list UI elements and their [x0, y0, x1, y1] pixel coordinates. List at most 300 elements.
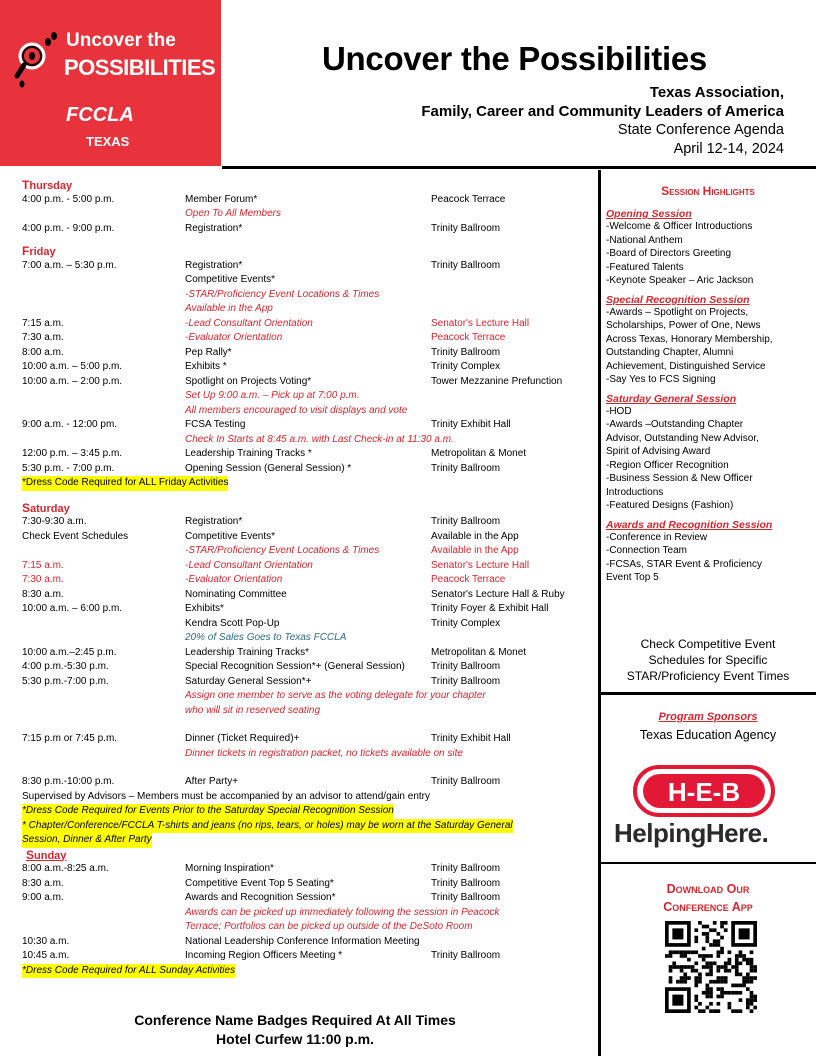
highlights-sections	[606, 208, 810, 585]
row-location: Peacock Terrace	[431, 574, 506, 585]
qr-module	[709, 1009, 713, 1013]
qr-module	[683, 954, 687, 958]
qr-module	[680, 969, 684, 973]
schedule-row	[22, 193, 597, 208]
qr-module	[691, 950, 695, 954]
header-line3: State Conference Agenda	[617, 122, 784, 138]
day-heading-saturday: Saturday	[22, 500, 70, 515]
highlight-line: Spirit of Advising Award	[606, 446, 711, 457]
qr-module	[717, 943, 721, 947]
qr-module	[669, 950, 673, 954]
qr-module	[713, 921, 717, 925]
row-location: Trinity Ballroom	[431, 776, 501, 787]
qr-module	[683, 965, 687, 969]
qr-module	[739, 954, 743, 958]
qr-module	[739, 928, 750, 939]
qr-module	[694, 939, 698, 943]
highlight-line: Introductions	[606, 486, 664, 498]
right-divider-2	[601, 862, 816, 864]
qr-module	[709, 965, 713, 969]
qr-module	[713, 961, 717, 965]
check-line-3: STAR/Proficiency Event Times	[626, 669, 790, 683]
highlight-section	[606, 519, 810, 585]
qr-module	[709, 928, 713, 932]
qr-module	[694, 950, 698, 954]
qr-module	[720, 925, 724, 929]
row-event: Dinner (Ticket Required)+	[185, 733, 300, 744]
schedule-row	[22, 288, 597, 303]
qr-module	[724, 928, 728, 932]
qr-module	[728, 991, 732, 995]
qr-module	[750, 950, 754, 954]
schedule-row	[22, 602, 597, 617]
qr-module	[735, 965, 739, 969]
qr-module	[705, 987, 709, 991]
highlight-line: -Business Session & New Officer	[606, 473, 753, 484]
qr-module	[702, 1009, 706, 1013]
qr-module	[720, 965, 724, 969]
qr-module	[702, 947, 706, 951]
row-time: 10:30 a.m.	[22, 935, 70, 947]
row-event: Registration*	[185, 259, 243, 271]
qr-module	[717, 950, 721, 954]
qr-module	[750, 995, 754, 999]
qr-module	[672, 995, 683, 1006]
highlight-line: -Awards – Spotlight on Projects,	[606, 306, 749, 318]
qr-module	[705, 961, 709, 965]
schedule-row	[22, 689, 597, 704]
qr-module	[728, 958, 732, 962]
qr-module	[720, 995, 724, 999]
day-heading-thursday: Thursday	[22, 178, 73, 192]
schedule-row	[22, 891, 597, 906]
schedule-row	[22, 222, 597, 237]
highlight-heading: Awards and Recognition Session	[606, 518, 773, 531]
schedule-row	[22, 631, 597, 646]
row-event: Kendra Scott Pop-Up	[185, 617, 280, 629]
logo-org: FCCLA	[66, 104, 134, 126]
row-location: Trinity Ballroom	[431, 877, 501, 889]
qr-module	[720, 980, 724, 984]
schedule-row	[22, 675, 597, 690]
supervised-note: Supervised by Advisors – Members must be accompanied by an advisor to attend/gain entry	[22, 790, 430, 802]
highlight-line: Outstanding Chapter, Alumni	[606, 347, 734, 358]
row-location: Peacock Terrace	[431, 332, 506, 343]
row-time: 7:30 a.m.	[22, 332, 64, 343]
day-heading-friday: Friday	[22, 244, 56, 258]
qr-module	[672, 965, 676, 969]
qr-module	[735, 954, 739, 958]
row-time: 10:00 a.m. – 5:00 p.m.	[22, 361, 123, 372]
qr-module	[724, 961, 728, 965]
schedule-row	[22, 433, 597, 448]
row-time: 10:00 a.m. – 6:00 p.m.	[22, 603, 123, 614]
schedule-row	[22, 935, 597, 950]
row-location: Trinity Ballroom	[431, 462, 501, 474]
qr-module	[720, 950, 724, 954]
row-event: -Lead Consultant Orientation	[185, 317, 313, 329]
schedule-row	[22, 302, 597, 317]
qr-module	[687, 958, 691, 962]
row-event: Spotlight on Projects Voting*	[185, 375, 312, 387]
qr-module	[746, 980, 750, 984]
qr-module	[709, 995, 713, 999]
qr-module	[739, 973, 743, 977]
highlight-line: -Say Yes to FCS Signing	[606, 374, 716, 385]
qr-module	[672, 928, 683, 939]
row-event: Leadership Training Tracks *	[185, 448, 312, 459]
row-note: Check In Starts at 8:45 a.m. with Last Check-in at 11:30 a.m.	[185, 433, 454, 445]
row-location: Tower Mezzanine Prefunction	[431, 375, 563, 387]
schedule-row	[22, 530, 597, 545]
qr-module	[739, 991, 743, 995]
row-time: 5:30 p.m.-7:00 p.m.	[22, 675, 109, 687]
qr-module	[720, 936, 724, 940]
qr-module	[717, 1002, 721, 1006]
row-note: Terrace; Portfolios can be picked up outside of the DeSoto Room	[185, 921, 473, 932]
schedule-row	[22, 862, 597, 877]
qr-module	[683, 950, 687, 954]
qr-module	[672, 950, 676, 954]
qr-module	[746, 958, 750, 962]
qr-module	[680, 965, 684, 969]
row-location: Trinity Ballroom	[431, 346, 501, 358]
highlight-heading: Special Recognition Session	[606, 293, 750, 306]
saturday-rows-party	[22, 775, 597, 790]
qr-module	[753, 976, 757, 980]
qr-module	[672, 961, 676, 965]
row-time: 8:30 a.m.	[22, 877, 64, 889]
qr-module	[731, 965, 735, 969]
schedule-row	[22, 732, 597, 747]
friday-dress-code: *Dress Code Required for ALL Friday Activities	[22, 476, 228, 491]
schedule-row	[22, 360, 597, 375]
qr-module	[709, 954, 713, 958]
highlight-line: Advisor, Outstanding New Advisor,	[606, 432, 759, 444]
row-event: National Leadership Conference Information Meeting	[185, 935, 420, 947]
highlights-title: Session Highlights	[661, 184, 755, 198]
qr-module	[705, 991, 709, 995]
saturday-dress-code-3: Session, Dinner & After Party	[22, 833, 152, 848]
qr-module	[705, 984, 709, 988]
qr-module	[687, 965, 691, 969]
qr-module	[680, 980, 684, 984]
qr-module	[709, 943, 713, 947]
row-time: 4:00 p.m. - 5:00 p.m.	[22, 193, 115, 205]
qr-module	[694, 961, 698, 965]
row-note: Available in the App	[185, 303, 273, 314]
qr-module	[702, 925, 706, 929]
row-note: Awards can be picked up immediately following the session in Peacock	[185, 906, 500, 918]
download-app-title	[610, 880, 806, 916]
row-location: Trinity Complex	[431, 617, 501, 629]
qr-module	[753, 965, 757, 969]
qr-module	[713, 943, 717, 947]
row-event: -Lead Consultant Orientation	[185, 559, 313, 571]
row-note: Open To All Members	[185, 208, 281, 219]
row-event: -STAR/Proficiency Event Locations & Times	[185, 545, 380, 556]
qr-module	[739, 950, 743, 954]
check-line-2: Schedules for Specific	[648, 653, 768, 667]
qr-module	[753, 969, 757, 973]
row-time: 7:00 a.m. – 5:30 p.m.	[22, 259, 117, 271]
qr-module	[728, 969, 732, 973]
qr-module	[717, 932, 721, 936]
row-note: Set Up 9:00 a.m. – Pick up at 7:00 p.m.	[185, 390, 360, 401]
qr-module	[683, 973, 687, 977]
download-line-1: Download Our	[666, 882, 750, 896]
qr-module	[705, 954, 709, 958]
header-date: April 12-14, 2024	[673, 141, 784, 157]
schedule-row	[22, 515, 597, 530]
qr-module	[717, 995, 721, 999]
row-time: 10:00 a.m.–2:45 p.m.	[22, 646, 117, 658]
row-event: Awards and Recognition Session*	[185, 892, 336, 903]
schedule-row	[22, 544, 597, 559]
schedule-row	[22, 259, 597, 274]
highlight-section	[606, 208, 810, 288]
header-divider	[222, 166, 816, 169]
row-event: Competitive Event Top 5 Seating*	[185, 877, 334, 889]
qr-module	[717, 987, 721, 991]
qr-module	[717, 965, 721, 969]
highlight-line: -Keynote Speaker – Aric Jackson	[606, 275, 754, 286]
schedule-row	[22, 660, 597, 675]
qr-module	[694, 976, 698, 980]
row-time: 8:30 a.m.	[22, 588, 64, 600]
qr-module	[750, 958, 754, 962]
qr-module	[687, 950, 691, 954]
row-note: -STAR/Proficiency Event Locations & Times	[185, 288, 380, 300]
qr-module	[698, 921, 702, 925]
qr-module	[669, 965, 673, 969]
qr-module	[694, 980, 698, 984]
schedule-row	[22, 207, 597, 222]
qr-module	[683, 980, 687, 984]
row-location: Trinity Ballroom	[431, 863, 501, 874]
qr-module	[694, 1006, 698, 1010]
sponsors-title: Program Sponsors	[658, 711, 758, 723]
page-title: Uncover the Possibilities	[322, 40, 707, 77]
qr-module	[680, 954, 684, 958]
right-divider-1	[601, 692, 816, 695]
qr-module	[694, 995, 698, 999]
row-location: Senator's Lecture Hall	[431, 317, 530, 329]
highlight-section	[606, 393, 810, 513]
qr-module	[735, 991, 739, 995]
qr-module	[724, 991, 728, 995]
sunday-rows	[22, 862, 597, 964]
qr-module	[676, 965, 680, 969]
qr-module	[746, 1006, 750, 1010]
schedule-row	[22, 447, 597, 462]
row-time: 10:00 a.m. – 2:00 p.m.	[22, 375, 123, 387]
qr-module	[709, 969, 713, 973]
row-time: 7:30 a.m.	[22, 574, 64, 585]
qr-module	[750, 1009, 754, 1013]
row-time: 4:00 p.m.-5:30 p.m.	[22, 661, 109, 672]
highlight-heading: Opening Session	[606, 208, 692, 220]
qr-module	[705, 932, 709, 936]
qr-module	[742, 976, 746, 980]
highlight-section	[606, 294, 810, 387]
qr-module	[731, 1009, 735, 1013]
row-event: Competitive Events*	[185, 274, 276, 285]
row-time: 7:15 p.m or 7:45 p.m.	[22, 733, 118, 744]
schedule-row	[22, 877, 597, 892]
magnifier-footprints-icon	[14, 30, 62, 90]
qr-module	[750, 965, 754, 969]
schedule-row	[22, 389, 597, 404]
highlight-line: -Board of Directors Greeting	[606, 248, 732, 259]
qr-module	[665, 954, 669, 958]
qr-module	[694, 969, 698, 973]
qr-module	[698, 1002, 702, 1006]
qr-module	[705, 1006, 709, 1010]
highlight-line: -Featured Designs (Fashion)	[606, 500, 734, 511]
row-location: Metropolitan & Monet	[431, 448, 527, 459]
row-event: Exhibits *	[185, 361, 227, 372]
qr-module	[742, 958, 746, 962]
qr-module	[746, 998, 750, 1002]
row-time: Check Event Schedules	[22, 530, 129, 542]
qr-module	[709, 961, 713, 965]
row-location: Trinity Ballroom	[431, 892, 501, 903]
qr-module	[746, 976, 750, 980]
qr-module	[753, 998, 757, 1002]
logo-state: TEXAS	[86, 134, 130, 149]
qr-module	[728, 950, 732, 954]
qr-module	[746, 973, 750, 977]
qr-module	[702, 954, 706, 958]
row-time: 12:00 p.m. – 3:45 p.m.	[22, 448, 123, 459]
qr-module	[724, 921, 728, 925]
qr-module	[680, 950, 684, 954]
row-time: 8:00 a.m.-8:25 a.m.	[22, 863, 109, 874]
check-line-1: Check Competitive Event	[640, 637, 776, 651]
row-time: 8:00 a.m.	[22, 346, 64, 358]
schedule-row	[22, 704, 597, 719]
row-location: Senator's Lecture Hall	[431, 559, 530, 571]
saturday-rows-dinner	[22, 732, 597, 761]
row-time: 10:45 a.m.	[22, 950, 70, 961]
row-time: 5:30 p.m. - 7:00 p.m.	[22, 462, 115, 474]
row-event: Exhibits*	[185, 603, 224, 614]
saturday-rows	[22, 515, 597, 718]
qr-module	[717, 954, 721, 958]
qr-module	[713, 939, 717, 943]
qr-module	[694, 936, 698, 940]
qr-module	[724, 965, 728, 969]
schedule-row	[22, 775, 597, 790]
qr-module	[669, 954, 673, 958]
schedule-row	[22, 375, 597, 390]
qr-module	[746, 987, 750, 991]
qr-module	[709, 991, 713, 995]
highlight-line: -Conference in Review	[606, 531, 708, 543]
row-event: Nominating Committee	[185, 588, 287, 600]
qr-module	[750, 998, 754, 1002]
highlight-heading: Saturday General Session	[606, 392, 737, 405]
row-event: Saturday General Session*+	[185, 675, 312, 687]
highlight-line: Event Top 5	[606, 572, 659, 583]
qr-module	[728, 1002, 732, 1006]
qr-module	[750, 991, 754, 995]
row-location: Trinity Ballroom	[431, 675, 501, 687]
qr-module	[709, 1002, 713, 1006]
schedule-row	[22, 747, 597, 762]
highlight-line: -Welcome & Officer Introductions	[606, 221, 753, 232]
heb-tagline: HelpingHere.	[614, 818, 769, 848]
highlight-line: -HOD	[606, 405, 632, 417]
qr-module	[691, 969, 695, 973]
row-location: Trinity Exhibit Hall	[431, 419, 511, 430]
qr-module	[750, 1002, 754, 1006]
highlight-line: -Connection Team	[606, 545, 687, 556]
row-location: Trinity Ballroom	[431, 516, 501, 527]
row-event: Morning Inspiration*	[185, 863, 274, 874]
saturday-dress-code-2: * Chapter/Conference/FCCLA T-shirts and jeans (no rips, tears, or holes) may be worn at the Saturday General	[22, 819, 513, 834]
qr-module	[698, 976, 702, 980]
row-time: 9:00 a.m. - 12:00 pm.	[22, 419, 118, 430]
qr-module	[717, 969, 721, 973]
row-event: -Evaluator Orientation	[185, 574, 283, 585]
qr-module	[702, 958, 706, 962]
qr-module	[720, 921, 724, 925]
qr-module	[724, 976, 728, 980]
qr-code[interactable]	[665, 920, 757, 1014]
qr-module	[735, 1009, 739, 1013]
qr-module	[735, 961, 739, 965]
row-time: 7:30-9:30 a.m.	[22, 516, 87, 527]
row-location: Trinity Ballroom	[431, 222, 501, 234]
qr-module	[698, 1009, 702, 1013]
row-event: Competitive Events*	[185, 530, 276, 542]
qr-module	[705, 965, 709, 969]
row-event: Special Recognition Session*+ (General Session)	[185, 661, 405, 672]
sunday-dress-code: *Dress Code Required for ALL Sunday Activities	[22, 964, 235, 979]
thursday-rows	[22, 193, 597, 237]
row-event: Pep Rally*	[185, 346, 232, 358]
qr-module	[753, 995, 757, 999]
row-location: Trinity Ballroom	[431, 950, 501, 961]
qr-module	[724, 969, 728, 973]
header-line2: Family, Career and Community Leaders of America	[421, 103, 784, 120]
qr-module	[720, 987, 724, 991]
schedule-row	[22, 418, 597, 433]
schedule-row	[22, 617, 597, 632]
qr-module	[705, 939, 709, 943]
highlight-line: -Region Officer Recognition	[606, 459, 729, 471]
qr-module	[720, 976, 724, 980]
qr-module	[731, 991, 735, 995]
fccla-logo	[0, 0, 221, 166]
qr-module	[717, 1009, 721, 1013]
heb-logo-text: H-E-B	[667, 777, 741, 807]
schedule-row	[22, 317, 597, 332]
qr-module	[691, 965, 695, 969]
sponsors	[606, 711, 810, 742]
row-event: Opening Session (General Session) *	[185, 462, 352, 474]
qr-module	[705, 973, 709, 977]
qr-module	[713, 928, 717, 932]
highlight-line: -Awards –Outstanding Chapter	[606, 419, 744, 430]
qr-module	[735, 984, 739, 988]
session-highlights	[606, 184, 810, 585]
row-event: Incoming Region Officers Meeting *	[185, 950, 343, 961]
qr-module	[705, 936, 709, 940]
qr-module	[735, 958, 739, 962]
